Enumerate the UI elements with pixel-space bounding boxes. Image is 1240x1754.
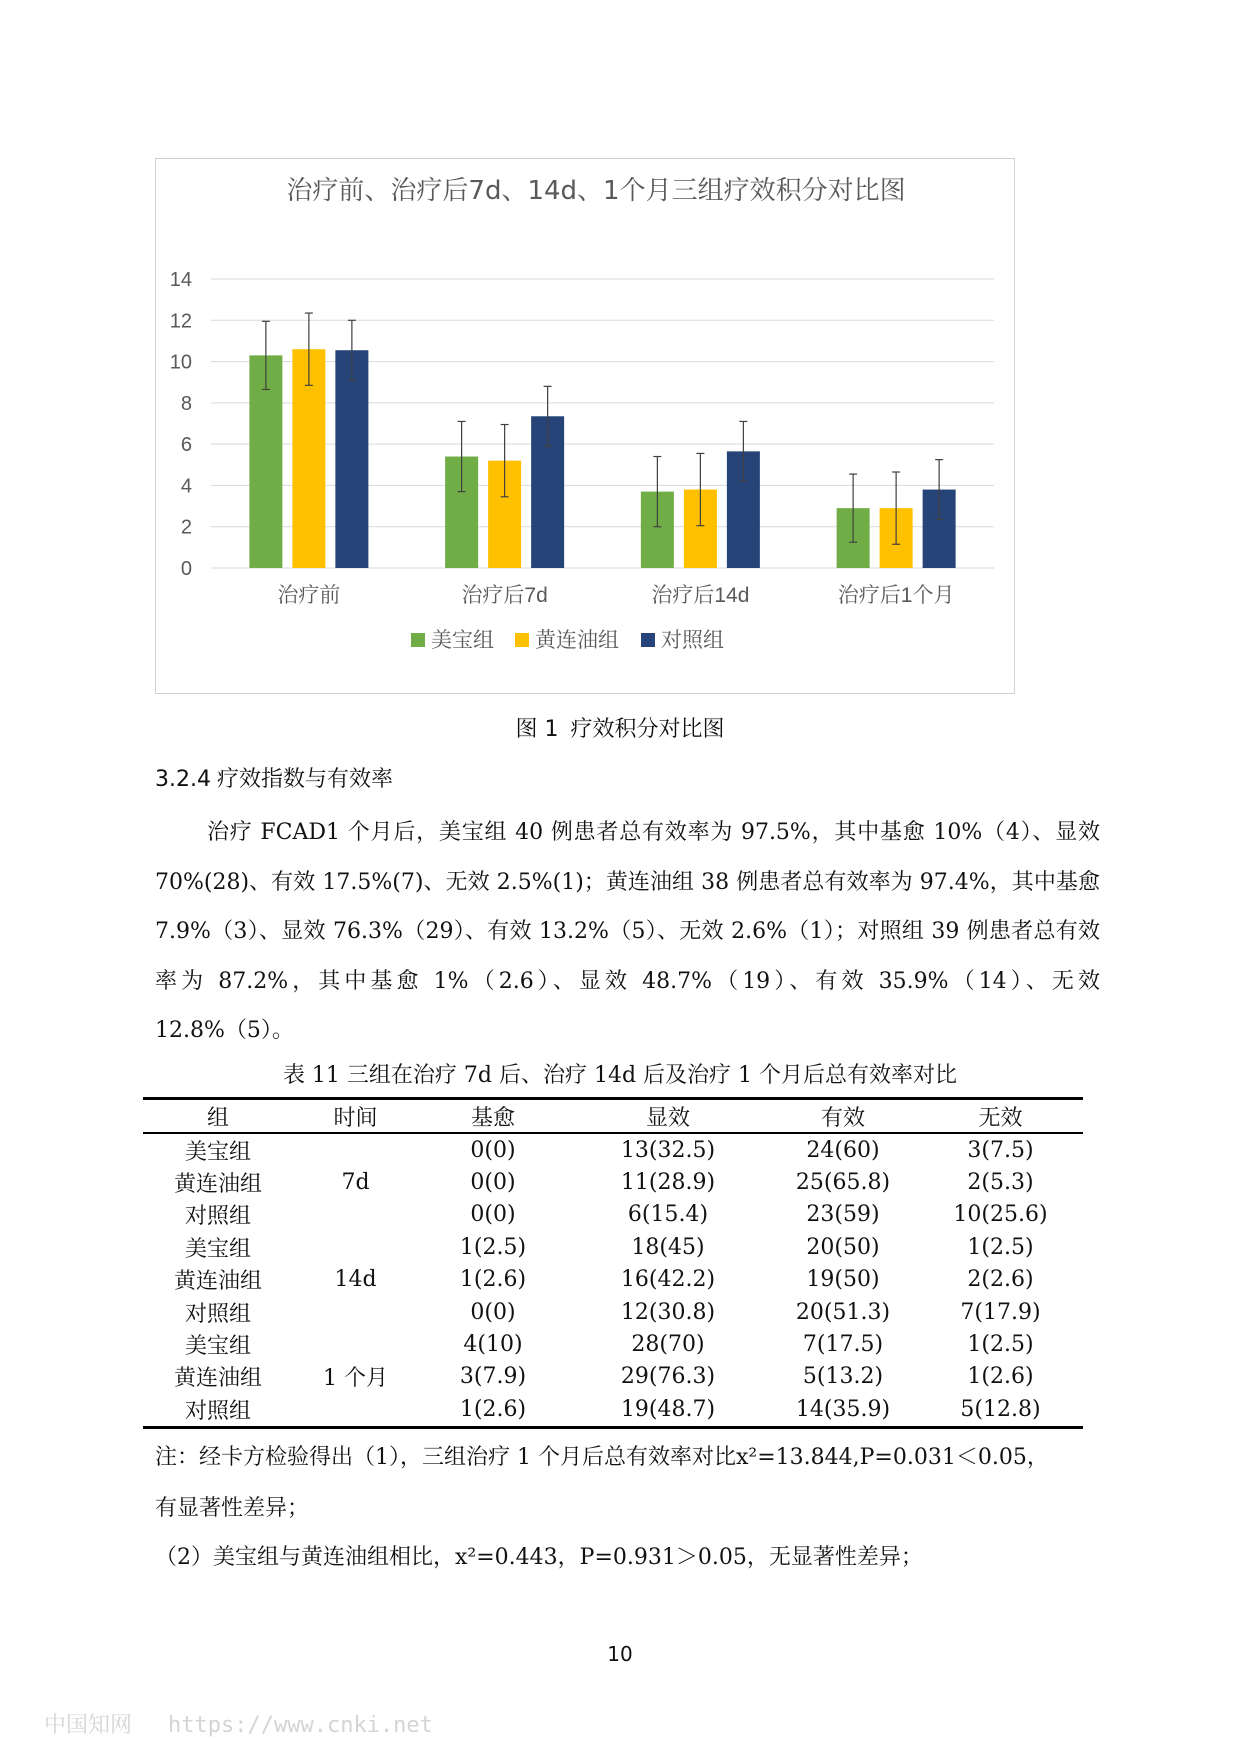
- table-cell: 4(10): [463, 1332, 523, 1358]
- y-tick-label: 12: [169, 310, 192, 333]
- header-ineffective: 无效: [918, 1099, 1083, 1134]
- table-cell: 1(2.6): [967, 1364, 1034, 1390]
- body-paragraph: 治疗 FCAD1 个月后，美宝组 40 例患者总有效率为 97.5%，其中基愈 10%（4）、显效 70%(28)、有效 17.5%(7)、无效 2.5%(1)；黄连油组 38 例患者总有效率为 97.4%，其中基愈 7.9%（3）、显效 76.3%（29）、有效 13.2%（5）、无效 2.6%（1）；对照组 39 例患者总有效率为 87.2%，其中基愈 1%（2.6）、显效 48.7%（19）、有效 35.9%（14）、无效 12.8%（5）。: [155, 820, 1100, 1043]
- table-cell: 3(7.5): [967, 1137, 1034, 1163]
- table-cell: 美宝组: [184, 1139, 251, 1165]
- table-note-3: （2）美宝组与黄连油组相比，x²=0.443，P=0.931＞0.05，无显著性差异；: [155, 1545, 923, 1570]
- table-cell: 14d: [334, 1267, 377, 1293]
- table-row: [143, 1231, 1083, 1263]
- table-cell: 3(7.9): [459, 1364, 527, 1390]
- bar-chart: [155, 158, 1015, 694]
- table-cell: 18(45): [631, 1234, 705, 1260]
- table-cell: 7(17.5): [802, 1332, 884, 1358]
- table-cell: 美宝组: [184, 1236, 251, 1262]
- efficacy-table: [143, 1097, 1083, 1429]
- table-cell: 0(0): [470, 1170, 516, 1196]
- table-cell: 24(60): [806, 1137, 880, 1163]
- chart-svg: [156, 159, 1014, 693]
- table-cell: [293, 1296, 418, 1328]
- watermark-url: https://www.cnki.net: [168, 1713, 433, 1738]
- x-tick-label: 治疗后14d: [651, 584, 750, 607]
- legend-label: 美宝组: [431, 629, 494, 652]
- y-tick-label: 14: [169, 269, 192, 291]
- table-cell: 美宝组: [184, 1334, 251, 1360]
- table-cell: 20(50): [806, 1234, 880, 1260]
- table-cell: 20(51.3): [795, 1299, 891, 1325]
- table-cell: [293, 1231, 418, 1263]
- table-cell: 11(28.9): [620, 1170, 716, 1196]
- table-cell: 7d: [341, 1170, 370, 1196]
- table-row: [143, 1264, 1083, 1296]
- header-cured: 基愈: [418, 1099, 568, 1134]
- figure-label: 图 1: [515, 717, 559, 742]
- table-cell: 1(2.5): [967, 1332, 1034, 1358]
- table-cell: 23(59): [806, 1202, 880, 1228]
- legend-swatch: [411, 633, 425, 647]
- table-cell: 0(0): [470, 1299, 516, 1325]
- table-cell: 2(5.3): [967, 1170, 1034, 1196]
- legend-swatch: [515, 633, 529, 647]
- section-heading: [155, 762, 399, 793]
- table-row: [143, 1199, 1083, 1231]
- table-cell: 14(35.9): [768, 1393, 918, 1427]
- table-cell: 7(17.9): [960, 1299, 1041, 1325]
- y-tick-label: 10: [169, 351, 192, 374]
- table-cell: 对照组: [184, 1301, 251, 1327]
- watermark-site: 中国知网: [44, 1713, 133, 1738]
- y-tick-label: 8: [180, 392, 192, 415]
- table-cell: 1(2.5): [459, 1234, 527, 1260]
- table-header-row: [143, 1099, 1083, 1134]
- table-cell: 2(2.6): [967, 1267, 1034, 1293]
- table-row: [143, 1133, 1083, 1166]
- table-cell: 对照组: [184, 1204, 251, 1230]
- header-time: 时间: [293, 1099, 418, 1134]
- table-cell: 13(32.5): [620, 1137, 716, 1163]
- chart-title: 治疗前、治疗后7d、14d、1个月三组疗效积分对比图: [286, 176, 906, 206]
- x-tick-label: 治疗后7d: [461, 584, 548, 607]
- table-cell: 10(25.6): [953, 1202, 1048, 1228]
- watermark: [44, 1708, 469, 1739]
- table-cell: 1 个月: [323, 1366, 388, 1392]
- table-row: [143, 1296, 1083, 1328]
- figure-caption-text: 疗效积分对比图: [570, 717, 725, 742]
- y-tick-label: 2: [180, 516, 192, 539]
- figure-caption: [0, 712, 1240, 743]
- table-cell: 19(50): [806, 1267, 880, 1293]
- section-number: 3.2.4: [155, 767, 211, 792]
- table-cell: [293, 1393, 418, 1427]
- table-note-1: 注：经卡方检验得出（1），三组治疗 1 个月后总有效率对比x²=13.844,P=0.031＜0.05，: [155, 1445, 1049, 1470]
- header-marked: 显效: [568, 1099, 768, 1134]
- table-cell: 29(76.3): [620, 1364, 716, 1390]
- table-row: [143, 1166, 1083, 1198]
- table-cell: 黄连油组: [173, 1269, 262, 1295]
- header-group: 组: [143, 1099, 293, 1134]
- table-cell: [293, 1133, 418, 1166]
- legend-label: 黄连油组: [535, 629, 619, 652]
- y-tick-label: 0: [180, 558, 192, 580]
- table-cell: 19(48.7): [568, 1393, 768, 1427]
- table-cell: 对照组: [143, 1393, 293, 1427]
- table-cell: 1(2.6): [418, 1393, 568, 1427]
- table-cell: 5(13.2): [802, 1364, 884, 1390]
- header-effective: 有效: [768, 1099, 918, 1134]
- table-cell: 1(2.5): [967, 1234, 1034, 1260]
- table-row: [143, 1393, 1083, 1427]
- table-cell: 1(2.6): [459, 1267, 527, 1293]
- table-cell: 黄连油组: [173, 1172, 262, 1198]
- legend-label: 对照组: [661, 629, 724, 652]
- table-cell: 12(30.8): [620, 1299, 716, 1325]
- page-number: 10: [607, 1642, 633, 1666]
- table-row: [143, 1361, 1083, 1393]
- table-cell: 28(70): [631, 1332, 705, 1358]
- table-cell: 黄连油组: [173, 1366, 262, 1392]
- table-title: 表 11 三组在治疗 7d 后、治疗 14d 后及治疗 1 个月后总有效率对比: [282, 1063, 958, 1088]
- x-tick-label: 治疗前: [277, 584, 341, 607]
- y-tick-label: 4: [180, 475, 192, 498]
- table-cell: [293, 1199, 418, 1231]
- table-note-2: 有显著性差异；: [155, 1496, 310, 1521]
- y-tick-label: 6: [180, 434, 192, 457]
- legend-swatch: [641, 633, 655, 647]
- table-cell: 16(42.2): [620, 1267, 716, 1293]
- table-cell: 5(12.8): [918, 1393, 1083, 1427]
- table-cell: 0(0): [470, 1137, 516, 1163]
- table-row: [143, 1328, 1083, 1360]
- x-tick-label: 治疗后1个月: [837, 584, 955, 607]
- table-cell: 25(65.8): [795, 1170, 891, 1196]
- table-cell: 0(0): [470, 1202, 516, 1228]
- table-cell: 6(15.4): [627, 1202, 709, 1228]
- section-title: 疗效指数与有效率: [216, 767, 393, 792]
- bar: [335, 350, 368, 568]
- table-cell: [293, 1328, 418, 1360]
